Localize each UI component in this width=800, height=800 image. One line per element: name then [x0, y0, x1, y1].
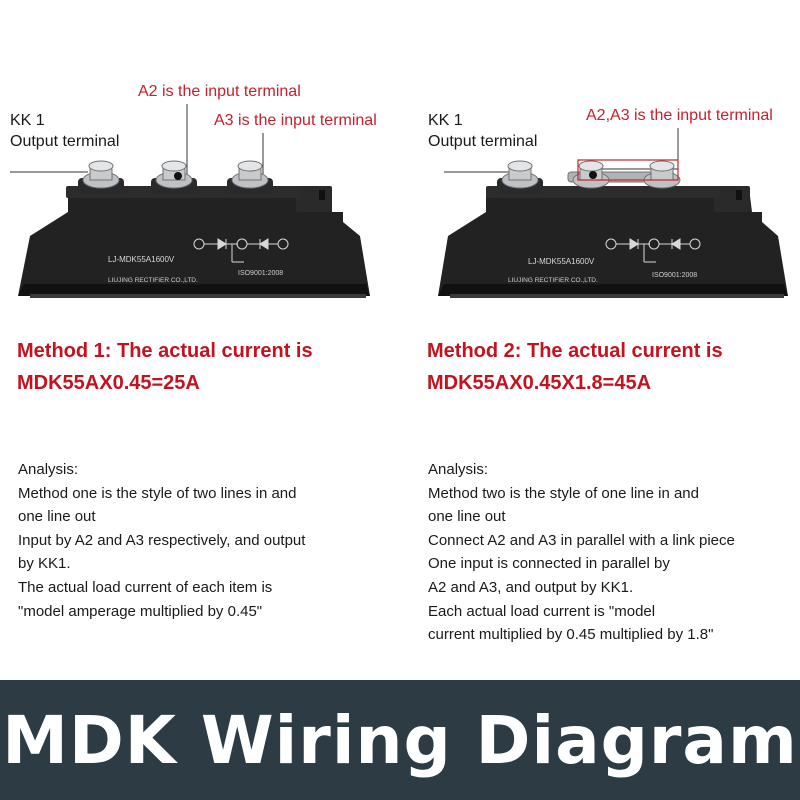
module-body	[438, 186, 788, 298]
kk1-label: KK 1	[428, 112, 463, 129]
method-2-analysis	[428, 458, 735, 647]
analysis-line: One input is connected in parallel by	[428, 555, 670, 573]
analysis-line: The actual load current of each item is	[18, 578, 273, 596]
method-2-formula: MDK55AX0.45X1.8=45A	[427, 372, 652, 394]
output-terminal-label: Output terminal	[428, 133, 538, 150]
analysis-line: Analysis:	[18, 461, 79, 478]
terminal-kk1	[78, 161, 124, 194]
analysis-line: Method one is the style of two lines in and	[18, 484, 297, 502]
module-model-text: LJ-MDK55A1600V	[528, 257, 595, 266]
analysis-line: Input by A2 and A3 respectively, and output	[18, 531, 306, 549]
analysis-line: Method two is the style of one line in and	[428, 484, 699, 502]
module-maker-text: LIUJING RECTIFIER CO.,LTD.	[108, 277, 198, 284]
method-2-title: Method 2: The actual current is	[427, 340, 723, 362]
module-iso-text: ISO9001:2008	[238, 270, 284, 277]
method-1-analysis	[18, 458, 305, 623]
module-model-text: LJ-MDK55A1600V	[108, 255, 175, 264]
analysis-line: current multiplied by 0.45 multiplied by 1.8"	[428, 626, 714, 644]
analysis-line: Connect A2 and A3 in parallel with a link piece	[428, 531, 735, 549]
module-diagram	[410, 0, 800, 310]
method-2-panel	[410, 0, 800, 680]
terminal-a3	[644, 161, 680, 188]
method-1-formula: MDK55AX0.45=25A	[17, 372, 200, 394]
module-iso-text: ISO9001:2008	[652, 272, 698, 279]
method-1-panel	[0, 0, 400, 680]
analysis-line: Each actual load current is "model	[428, 602, 656, 620]
module-maker-text: LIUJING RECTIFIER CO.,LTD.	[508, 277, 598, 284]
method-1-title: Method 1: The actual current is	[17, 340, 313, 362]
page-title: MDK Wiring Diagram	[2, 701, 798, 779]
a3-input-label: A3 is the input terminal	[214, 112, 377, 129]
a2-input-label: A2 is the input terminal	[138, 83, 301, 100]
output-terminal-label: Output terminal	[10, 133, 120, 150]
analysis-line: by KK1.	[18, 555, 71, 573]
a2-a3-input-label: A2,A3 is the input terminal	[586, 107, 773, 124]
terminal-a2	[151, 161, 197, 194]
terminal-kk1	[497, 161, 543, 194]
analysis-line: Analysis:	[428, 461, 489, 478]
analysis-line: "model amperage multiplied by 0.45"	[18, 602, 263, 620]
analysis-line: one line out	[428, 508, 506, 526]
module-diagram	[0, 0, 400, 310]
analysis-line: A2 and A3, and output by KK1.	[428, 578, 634, 596]
footer-banner	[0, 680, 800, 800]
terminal-a3	[227, 161, 273, 194]
analysis-line: one line out	[18, 508, 96, 526]
kk1-label: KK 1	[10, 112, 45, 129]
